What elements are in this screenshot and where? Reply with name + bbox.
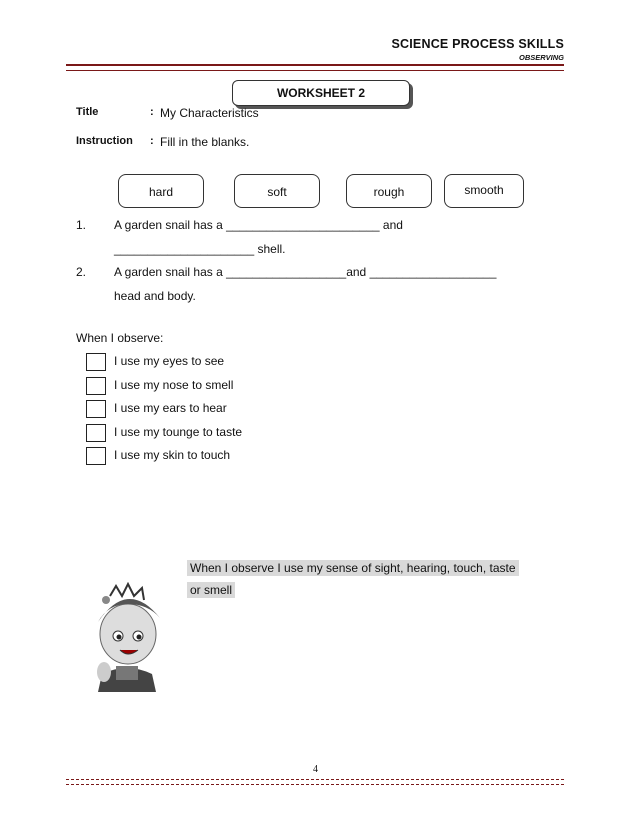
sense-statement-line-2: or smell bbox=[187, 582, 235, 598]
instruction-colon: : bbox=[150, 135, 154, 147]
checklist-touch: I use my skin to touch bbox=[114, 448, 231, 462]
question-2-line-2: head and body. bbox=[114, 289, 196, 303]
sense-statement bbox=[187, 559, 560, 601]
instruction-value: Fill in the blanks. bbox=[160, 135, 250, 149]
checkbox-smell[interactable] bbox=[86, 377, 106, 395]
checklist-hearing: I use my ears to hear bbox=[114, 401, 227, 415]
checkbox-taste[interactable] bbox=[86, 424, 106, 442]
word-smooth: smooth bbox=[444, 174, 524, 208]
header-rule bbox=[66, 64, 564, 71]
title-colon: : bbox=[150, 106, 154, 118]
worksheet-label: WORKSHEET 2 bbox=[232, 80, 410, 106]
question-1-line-1: A garden snail has a _______________________ and bbox=[114, 218, 403, 232]
checkbox-hearing[interactable] bbox=[86, 400, 106, 418]
cartoon-boy-illustration bbox=[82, 582, 172, 692]
header-subtitle: OBSERVING bbox=[518, 53, 564, 62]
question-1-number: 1. bbox=[76, 218, 87, 232]
observe-heading: When I observe: bbox=[76, 331, 164, 345]
word-rough: rough bbox=[346, 174, 432, 208]
word-hard: hard bbox=[118, 174, 204, 208]
checkbox-sight[interactable] bbox=[86, 353, 106, 371]
instruction-label: Instruction bbox=[76, 135, 133, 147]
question-2-line-1: A garden snail has a __________________and ___________________ bbox=[114, 265, 497, 279]
word-soft: soft bbox=[234, 174, 320, 208]
page-number: 4 bbox=[313, 764, 318, 775]
checklist-smell: I use my nose to smell bbox=[114, 378, 234, 392]
checklist-taste: I use my tounge to taste bbox=[114, 425, 243, 439]
checklist-sight: I use my eyes to see bbox=[114, 354, 225, 368]
header-title: SCIENCE PROCESS SKILLS bbox=[391, 37, 564, 51]
sense-statement-line-1: When I observe I use my sense of sight, hearing, touch, taste bbox=[187, 560, 519, 576]
question-2-number: 2. bbox=[76, 265, 87, 279]
title-value: My Characteristics bbox=[160, 106, 259, 120]
question-1-line-2: _____________________ shell. bbox=[114, 242, 286, 256]
title-label: Title bbox=[76, 106, 99, 118]
checkbox-touch[interactable] bbox=[86, 447, 106, 465]
footer-rule bbox=[66, 779, 564, 785]
